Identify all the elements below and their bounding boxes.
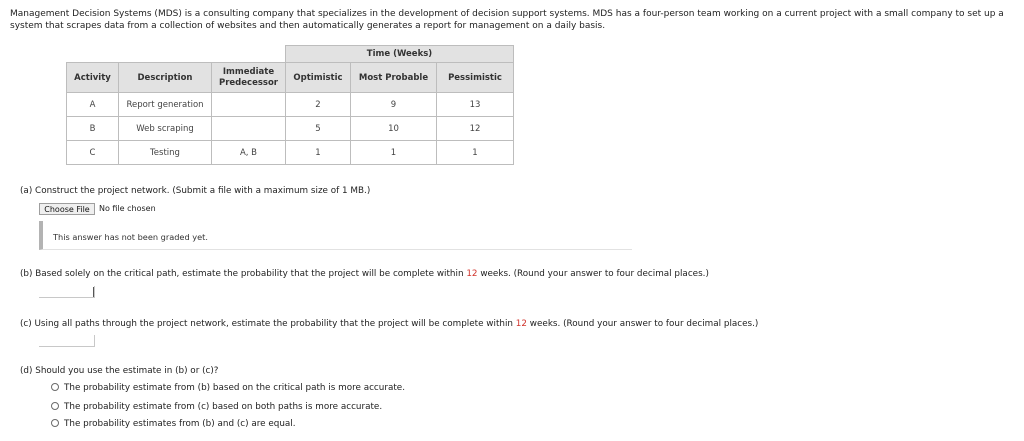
part-a-question: (a) Construct the project network. (Submit a file with a maximum size of 1 MB.)	[20, 186, 371, 196]
table-row	[67, 93, 514, 117]
option-equal-radio-row[interactable]	[51, 419, 296, 429]
option-b-label: The probability estimate from (b) based on the critical path is more accurate.	[64, 383, 406, 393]
table-row	[67, 141, 514, 165]
pessimistic-header: Pessimistic	[437, 63, 514, 93]
radio-option-equal[interactable]	[51, 419, 59, 427]
part-b-text-after: weeks. (Round your answer to four decimal places.)	[477, 269, 709, 279]
description-cell: Report generation	[119, 93, 212, 117]
most-probable-cell: 9	[351, 93, 437, 117]
most-probable-header: Most Probable	[351, 63, 437, 93]
description-cell: Testing	[119, 141, 212, 165]
file-status-text: No file chosen	[99, 204, 156, 213]
part-b-weeks: 12	[466, 269, 478, 279]
choose-file-button[interactable]: Choose File	[39, 203, 95, 215]
graded-note-box	[39, 221, 632, 250]
option-c-radio-row[interactable]	[51, 402, 382, 412]
part-c-text-before: (c) Using all paths through the project network, estimate the probability that the project will be complete within	[20, 319, 516, 329]
optimistic-header: Optimistic	[286, 63, 351, 93]
predecessor-cell	[212, 93, 286, 117]
activity-header: Activity	[67, 63, 119, 93]
part-b-answer-input[interactable]	[39, 286, 95, 298]
time-weeks-header: Time (Weeks)	[286, 46, 514, 63]
part-b-text-before: (b) Based solely on the critical path, estimate the probability that the project will be complete within	[20, 269, 467, 279]
optimistic-cell: 5	[286, 117, 351, 141]
pessimistic-cell: 12	[437, 117, 514, 141]
predecessor-cell: A, B	[212, 141, 286, 165]
activity-table	[66, 45, 514, 165]
activity-cell: A	[67, 93, 119, 117]
predecessor-header	[212, 63, 286, 93]
part-b-question	[20, 269, 709, 279]
table-row	[67, 117, 514, 141]
problem-intro: Management Decision Systems (MDS) is a consulting company that specializes in the development of decision support systems. MDS has a four-person team working on a current project with a small company to set up a system that scrapes data from a collection of websites and then automatically generates a report for management on a daily basis.	[10, 9, 1004, 31]
description-cell: Web scraping	[119, 117, 212, 141]
pessimistic-cell: 13	[437, 93, 514, 117]
optimistic-cell: 2	[286, 93, 351, 117]
part-c-question	[20, 319, 758, 329]
activity-cell: C	[67, 141, 119, 165]
option-equal-label: The probability estimates from (b) and (c) are equal.	[64, 419, 296, 429]
graded-note-text: This answer has not been graded yet.	[53, 232, 208, 242]
part-c-weeks: 12	[515, 319, 527, 329]
text-cursor	[93, 287, 94, 297]
part-d-question: (d) Should you use the estimate in (b) or (c)?	[20, 366, 219, 376]
predecessor-header-line2: Predecessor	[219, 77, 278, 88]
table-blank-corner	[67, 46, 286, 63]
pessimistic-cell: 1	[437, 141, 514, 165]
part-c-answer-input[interactable]	[39, 335, 95, 347]
predecessor-header-line1: Immediate	[222, 66, 275, 77]
most-probable-cell: 10	[351, 117, 437, 141]
radio-option-b[interactable]	[51, 383, 59, 391]
predecessor-cell	[212, 117, 286, 141]
radio-option-c[interactable]	[51, 402, 59, 410]
most-probable-cell: 1	[351, 141, 437, 165]
activity-cell: B	[67, 117, 119, 141]
description-header: Description	[119, 63, 212, 93]
option-b-radio-row[interactable]	[51, 383, 405, 393]
optimistic-cell: 1	[286, 141, 351, 165]
option-c-label: The probability estimate from (c) based on both paths is more accurate.	[64, 402, 383, 412]
part-c-text-after: weeks. (Round your answer to four decimal places.)	[527, 319, 759, 329]
